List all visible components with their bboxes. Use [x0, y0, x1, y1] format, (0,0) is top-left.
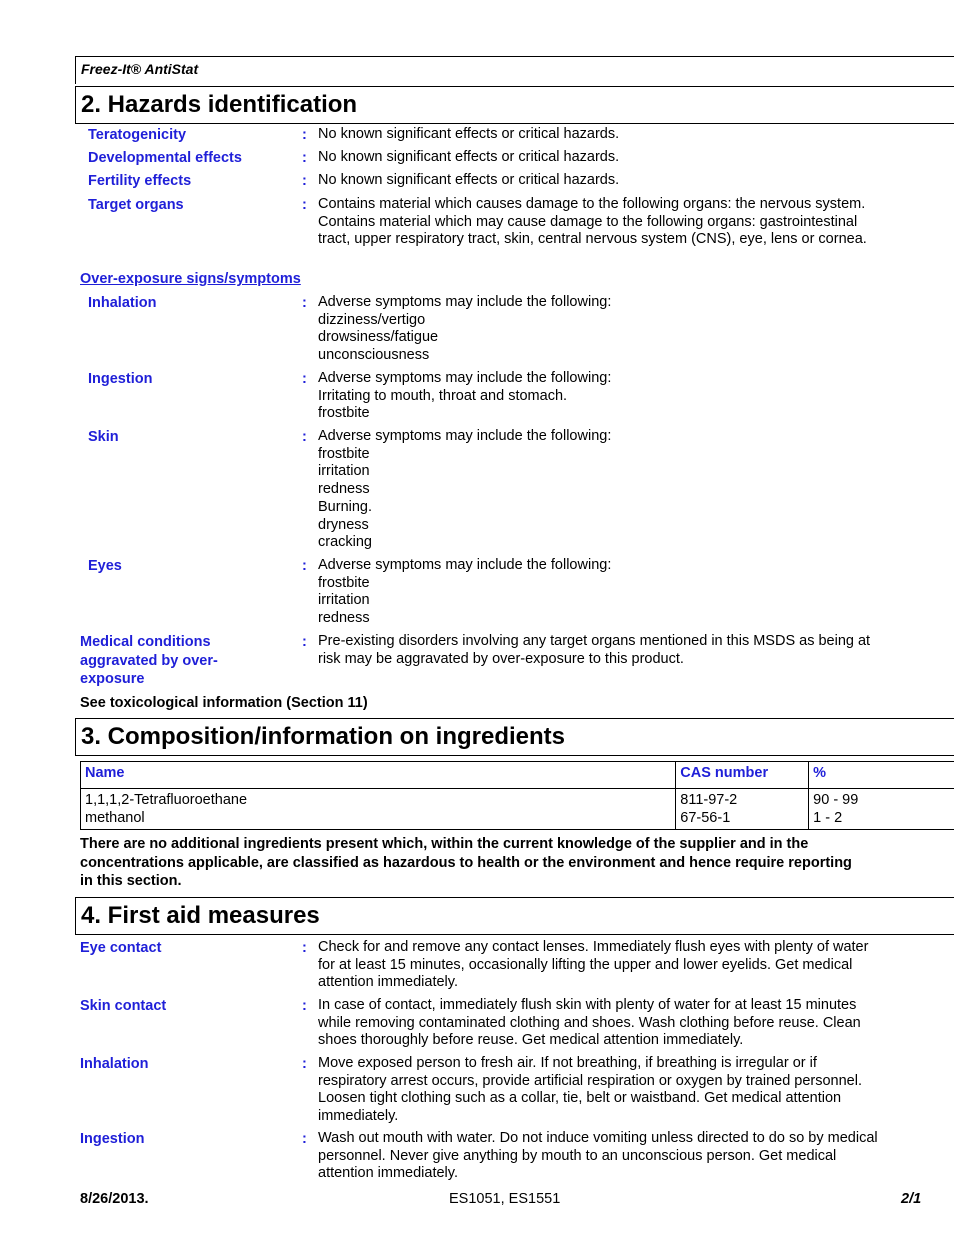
colon: :: [302, 173, 307, 189]
first-aid-inhalation-label: Inhalation: [80, 1056, 149, 1072]
fertility-effects-label: Fertility effects: [88, 173, 192, 189]
colon: :: [302, 150, 307, 166]
value-line: In case of contact, immediately flush skin with plenty of water for at least 15 minutes: [318, 997, 857, 1013]
inhalation-label: Inhalation: [88, 295, 157, 311]
cas-number-cell: [676, 789, 809, 830]
colon: :: [302, 940, 307, 956]
ingredients-table: [80, 761, 954, 830]
value-line: Contains material which causes damage to the following organs: the nervous system.: [318, 196, 866, 212]
value-line: Check for and remove any contact lenses. Immediately flush eyes with plenty of water: [318, 939, 869, 955]
value-line: for at least 15 minutes, occasionally lifting the upper and lower eyelids. Get medical: [318, 956, 853, 973]
colon: :: [302, 634, 307, 650]
section-4-title: 4. First aid measures: [75, 897, 954, 935]
section-2-title: 2. Hazards identification: [75, 86, 954, 124]
inhalation-symptoms: [318, 294, 928, 365]
table-row: [81, 789, 954, 830]
ingestion-label: Ingestion: [88, 371, 153, 387]
value-line: immediately.: [318, 1108, 399, 1125]
label-line: exposure: [80, 671, 145, 687]
eye-contact-value: [318, 939, 928, 992]
colon: :: [302, 558, 307, 574]
colon: :: [302, 197, 307, 213]
eye-contact-label: Eye contact: [80, 940, 162, 956]
value-line: unconsciousness: [318, 347, 430, 364]
value-line: Irritating to mouth, throat and stomach.: [318, 387, 568, 404]
value-line: irritation: [318, 463, 370, 480]
value-line: dizziness/vertigo: [318, 311, 426, 328]
first-aid-ingestion-value: [318, 1130, 928, 1183]
additional-ingredients-note: [80, 835, 852, 891]
target-organs-value: [318, 196, 928, 249]
percent-cell: [809, 789, 954, 830]
value-line: Loosen tight clothing such as a collar, tie, belt or waistband. Get medical attention: [318, 1090, 842, 1107]
ingestion-symptoms: [318, 370, 928, 423]
footer-date: 8/26/2013.: [80, 1191, 149, 1207]
value-line: cracking: [318, 534, 372, 551]
value-line: drowsiness/fatigue: [318, 329, 439, 346]
eyes-symptoms: [318, 557, 928, 628]
teratogenicity-value: [318, 126, 928, 144]
value-line: No known significant effects or critical hazards.: [318, 149, 620, 165]
label-line: aggravated by over-: [80, 652, 218, 669]
cell-line: 90 - 99: [813, 792, 859, 808]
cell-line: 811-97-2: [680, 792, 738, 808]
value-line: tract, upper respiratory tract, skin, central nervous system (CNS), eye, lens or cornea.: [318, 231, 867, 248]
developmental-effects-value: [318, 149, 928, 167]
label-line: Medical conditions: [80, 634, 211, 650]
medical-conditions-value: [318, 633, 928, 668]
colon: :: [302, 998, 307, 1014]
colon: :: [302, 295, 307, 311]
value-line: while removing contaminated clothing and shoes. Wash clothing before reuse. Clean: [318, 1014, 861, 1031]
fertility-effects-value: [318, 172, 928, 190]
value-line: Contains material which may cause damage to the following organs: gastrointestinal: [318, 213, 858, 230]
skin-label: Skin: [88, 429, 119, 445]
value-line: personnel. Never give anything by mouth to an unconscious person. Get medical: [318, 1147, 837, 1164]
colon: :: [302, 429, 307, 445]
cell-line: 1,1,1,2-Tetrafluoroethane: [85, 792, 248, 808]
cell-line: methanol: [85, 810, 145, 826]
value-line: attention immediately.: [318, 974, 458, 991]
section-3-title: 3. Composition/information on ingredients: [75, 718, 954, 756]
first-aid-ingestion-label: Ingestion: [80, 1131, 145, 1147]
overexposure-heading-link[interactable]: Over-exposure signs/symptoms: [80, 271, 301, 287]
value-line: Move exposed person to fresh air. If not breathing, if breathing is irregular or if: [318, 1055, 817, 1071]
ingredient-name-cell: [81, 789, 676, 830]
column-header-name: Name: [81, 762, 676, 789]
value-line: Wash out mouth with water. Do not induce vomiting unless directed to do so by medical: [318, 1130, 878, 1146]
cell-line: 67-56-1: [680, 810, 731, 826]
developmental-effects-label: Developmental effects: [88, 150, 242, 166]
value-line: Adverse symptoms may include the following:: [318, 294, 612, 310]
skin-symptoms: [318, 428, 928, 552]
column-header-percent: %: [809, 762, 954, 789]
value-line: redness: [318, 610, 370, 627]
value-line: Pre-existing disorders involving any target organs mentioned in this MSDS as being at: [318, 633, 871, 649]
medical-conditions-label: [80, 633, 218, 689]
eyes-label: Eyes: [88, 558, 122, 574]
value-line: redness: [318, 481, 370, 498]
value-line: frostbite: [318, 405, 370, 422]
colon: :: [302, 1131, 307, 1147]
value-line: attention immediately.: [318, 1165, 458, 1182]
value-line: Adverse symptoms may include the following:: [318, 428, 612, 444]
product-name-header: Freez-It® AntiStat: [75, 56, 954, 84]
table-header-row: [81, 762, 954, 789]
value-line: Burning.: [318, 498, 373, 515]
column-header-cas: CAS number: [676, 762, 809, 789]
value-line: dryness: [318, 516, 369, 533]
first-aid-inhalation-value: [318, 1055, 928, 1126]
value-line: Adverse symptoms may include the following:: [318, 557, 612, 573]
see-toxicological-note: See toxicological information (Section 11): [80, 695, 368, 711]
target-organs-label: Target organs: [88, 197, 184, 213]
value-line: respiratory arrest occurs, provide artificial respiration or oxygen by trained personnel.: [318, 1072, 862, 1089]
value-line: frostbite: [318, 574, 370, 591]
value-line: No known significant effects or critical hazards.: [318, 126, 620, 142]
value-line: Adverse symptoms may include the following:: [318, 370, 612, 386]
value-line: irritation: [318, 592, 370, 609]
colon: :: [302, 371, 307, 387]
skin-contact-label: Skin contact: [80, 998, 167, 1014]
teratogenicity-label: Teratogenicity: [88, 127, 187, 143]
note-line: concentrations applicable, are classified as hazardous to health or the environment and hence require reporting: [80, 854, 852, 871]
colon: :: [302, 127, 307, 143]
value-line: risk may be aggravated by over-exposure to this product.: [318, 650, 684, 667]
value-line: shoes thoroughly before reuse. Get medical attention immediately.: [318, 1032, 744, 1049]
cell-line: 1 - 2: [813, 810, 843, 826]
value-line: frostbite: [318, 445, 370, 462]
note-line: There are no additional ingredients present which, within the current knowledge of the supplier and in the: [80, 836, 809, 852]
note-line: in this section.: [80, 873, 182, 889]
value-line: No known significant effects or critical hazards.: [318, 172, 620, 188]
colon: :: [302, 1056, 307, 1072]
footer-page-number: 2/1: [901, 1191, 922, 1207]
footer-codes: ES1051, ES1551: [449, 1191, 561, 1207]
skin-contact-value: [318, 997, 928, 1050]
